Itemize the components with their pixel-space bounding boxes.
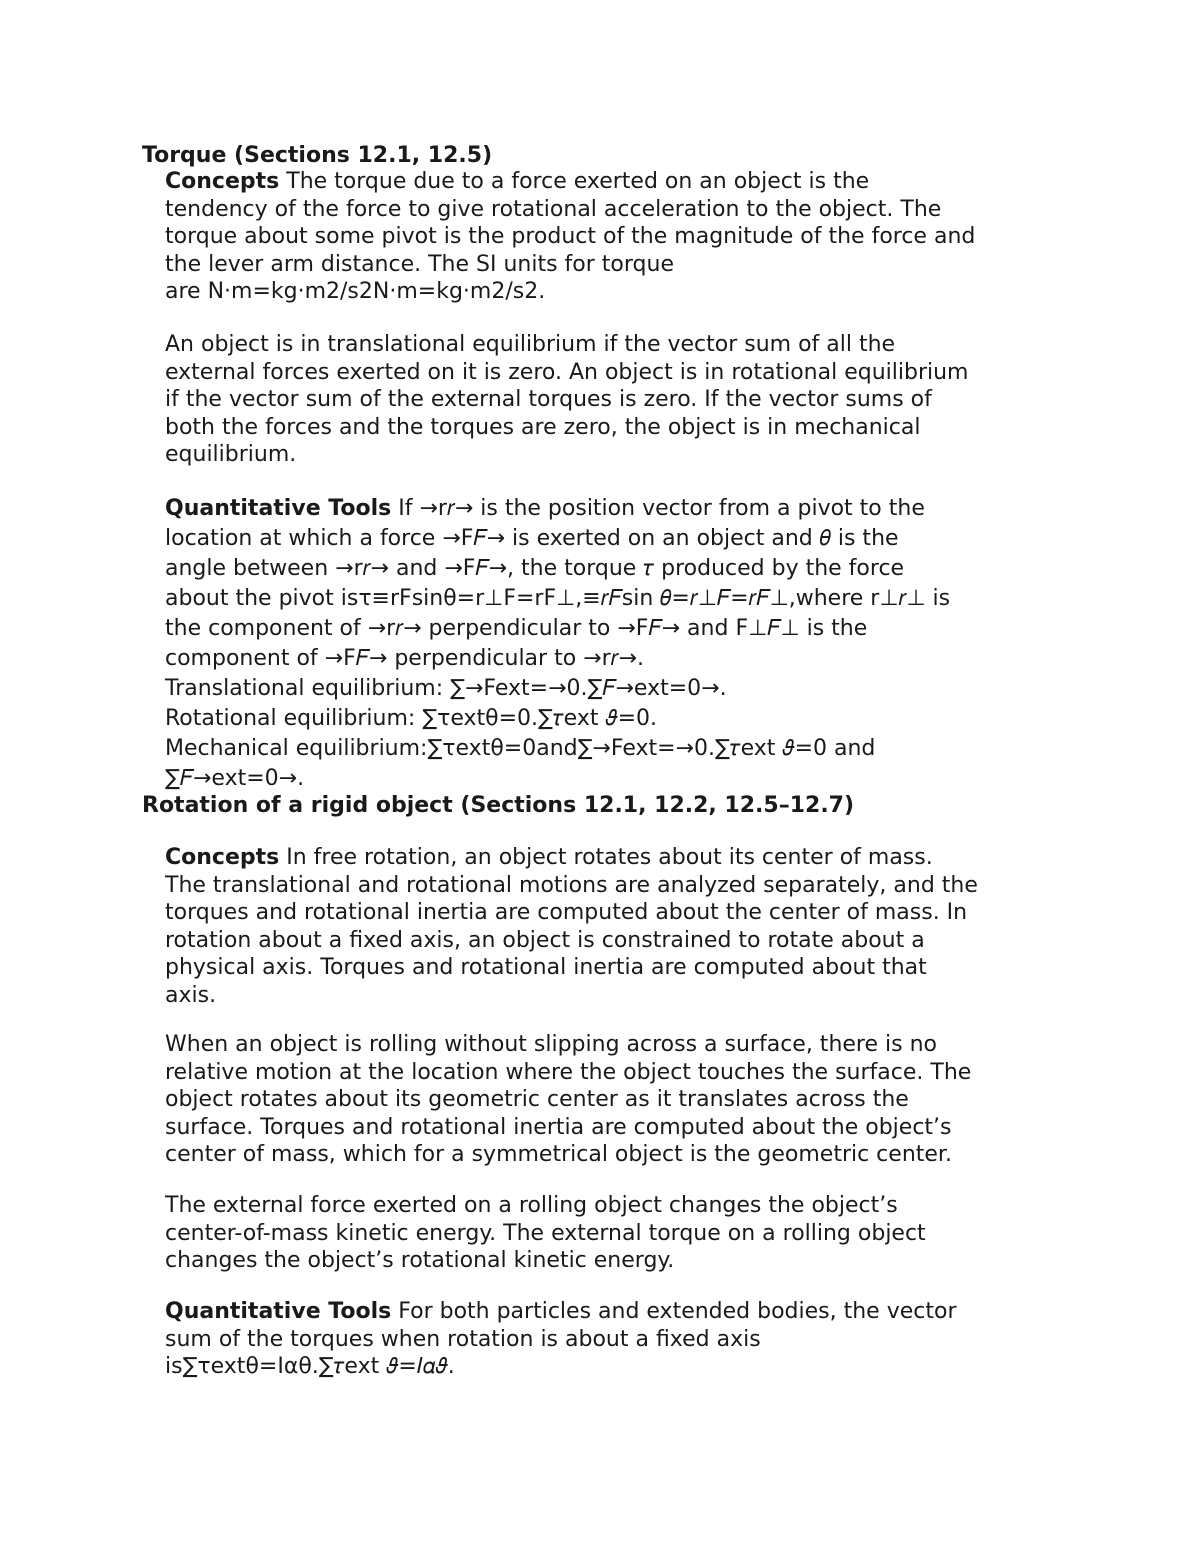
text-line: physical axis. Torques and rotational inertia are computed about that (165, 955, 927, 981)
text-line: tendency of the force to give rotational acceleration to the object. The (165, 196, 942, 222)
text-line: The external force exerted on a rolling object changes the object’s (165, 1193, 898, 1218)
text-line: center of mass, which for a symmetrical object is the geometric center. (165, 1142, 952, 1168)
torque-formula-line: about the pivot isτ≡rFsinθ=r⊥F=rF⊥,≡𝑟𝐹sin 𝜃=𝑟⊥𝐹=𝑟𝐹⊥,where r⊥𝑟⊥ is (165, 586, 951, 611)
text-line: sum of the torques when rotation is about a fixed axis (165, 1326, 761, 1352)
concepts-label: Concepts (165, 169, 280, 194)
text-line: surface. Torques and rotational inertia are computed about the object’s (165, 1114, 952, 1140)
text-line: torques and rotational inertia are computed about the center of mass. In (165, 900, 968, 926)
text-line: For both particles and extended bodies, the vector (398, 1299, 957, 1324)
text-line: In free rotation, an object rotates about its center of mass. (286, 845, 933, 870)
energy-paragraph (165, 1192, 1045, 1275)
text-line: The torque due to a force exerted on an object is the (286, 169, 870, 194)
text-line: if the vector sum of the external torques is zero. If the vector sums of (165, 387, 932, 413)
quantitative-tools-label: Quantitative Tools (165, 496, 392, 521)
equilibrium-paragraph (165, 331, 1045, 469)
torque-heading: Torque (Sections 12.1, 12.5) (142, 143, 493, 168)
text-line: torque about some pivot is the product of the magnitude of the force and (165, 224, 976, 250)
rotation-heading: Rotation of a rigid object (Sections 12.1, 12.2, 12.5–12.7) (142, 793, 855, 818)
torque-concepts-paragraph (165, 168, 1045, 306)
text-line: The translational and rotational motions are analyzed separately, and the (165, 872, 978, 898)
rolling-paragraph (165, 1031, 1045, 1169)
torque-tools-paragraph (165, 494, 1065, 794)
text-line: equilibrium. (165, 442, 297, 468)
text-line: changes the object’s rotational kinetic energy. (165, 1248, 675, 1274)
text-line: component of →F𝐹→ perpendicular to →r𝑟→. (165, 646, 644, 671)
translational-equilibrium-formula: Translational equilibrium: ∑→Fext=→0.∑𝐹→ext=0→. (165, 676, 727, 701)
rotation-formula-line: is∑τextθ=Iαθ.∑𝜏ext 𝜗=𝐼𝛼𝜗. (165, 1354, 455, 1380)
text-line: When an object is rolling without slipping across a surface, there is no (165, 1032, 937, 1057)
text-line: axis. (165, 982, 217, 1008)
text-line: An object is in translational equilibrium if the vector sum of all the (165, 332, 896, 357)
text-line: center-of-mass kinetic energy. The external torque on a rolling object (165, 1220, 926, 1246)
text-line: both the forces and the torques are zero, the object is in mechanical (165, 414, 921, 440)
text-line: location at which a force →F𝐹→ is exerted on an object and 𝜃 is the (165, 526, 899, 551)
text-line: angle between →r𝑟→ and →F𝐹→, the torque 𝜏 produced by the force (165, 556, 905, 581)
mechanical-equilibrium-formula: Mechanical equilibrium:∑τextθ=0and∑→Fext=→0.∑𝜏ext 𝜗=0 and (165, 736, 876, 761)
concepts-label: Concepts (165, 845, 280, 870)
text-line: If →r𝑟→ is the position vector from a pivot to the (398, 496, 925, 521)
text-line: the lever arm distance. The SI units for torque (165, 251, 674, 277)
text-line: external forces exerted on it is zero. An object is in rotational equilibrium (165, 359, 969, 385)
text-line: rotation about a fixed axis, an object is constrained to rotate about a (165, 927, 925, 953)
text-line: the component of →r𝑟→ perpendicular to →F𝐹→ and F⊥𝐹⊥ is the (165, 616, 868, 641)
si-units-line: are N·m=kg·m2/s2N·m=kg·m2/s2. (165, 279, 546, 305)
rotation-concepts-paragraph (165, 844, 1045, 1010)
text-line: ∑𝐹→ext=0→. (165, 766, 305, 791)
text-line: object rotates about its geometric center as it translates across the (165, 1087, 909, 1113)
rotational-equilibrium-formula: Rotational equilibrium: ∑τextθ=0.∑𝜏ext 𝜗=0. (165, 706, 658, 731)
quantitative-tools-label: Quantitative Tools (165, 1299, 392, 1324)
rotation-tools-paragraph (165, 1298, 1045, 1381)
text-line: relative motion at the location where the object touches the surface. The (165, 1059, 972, 1085)
